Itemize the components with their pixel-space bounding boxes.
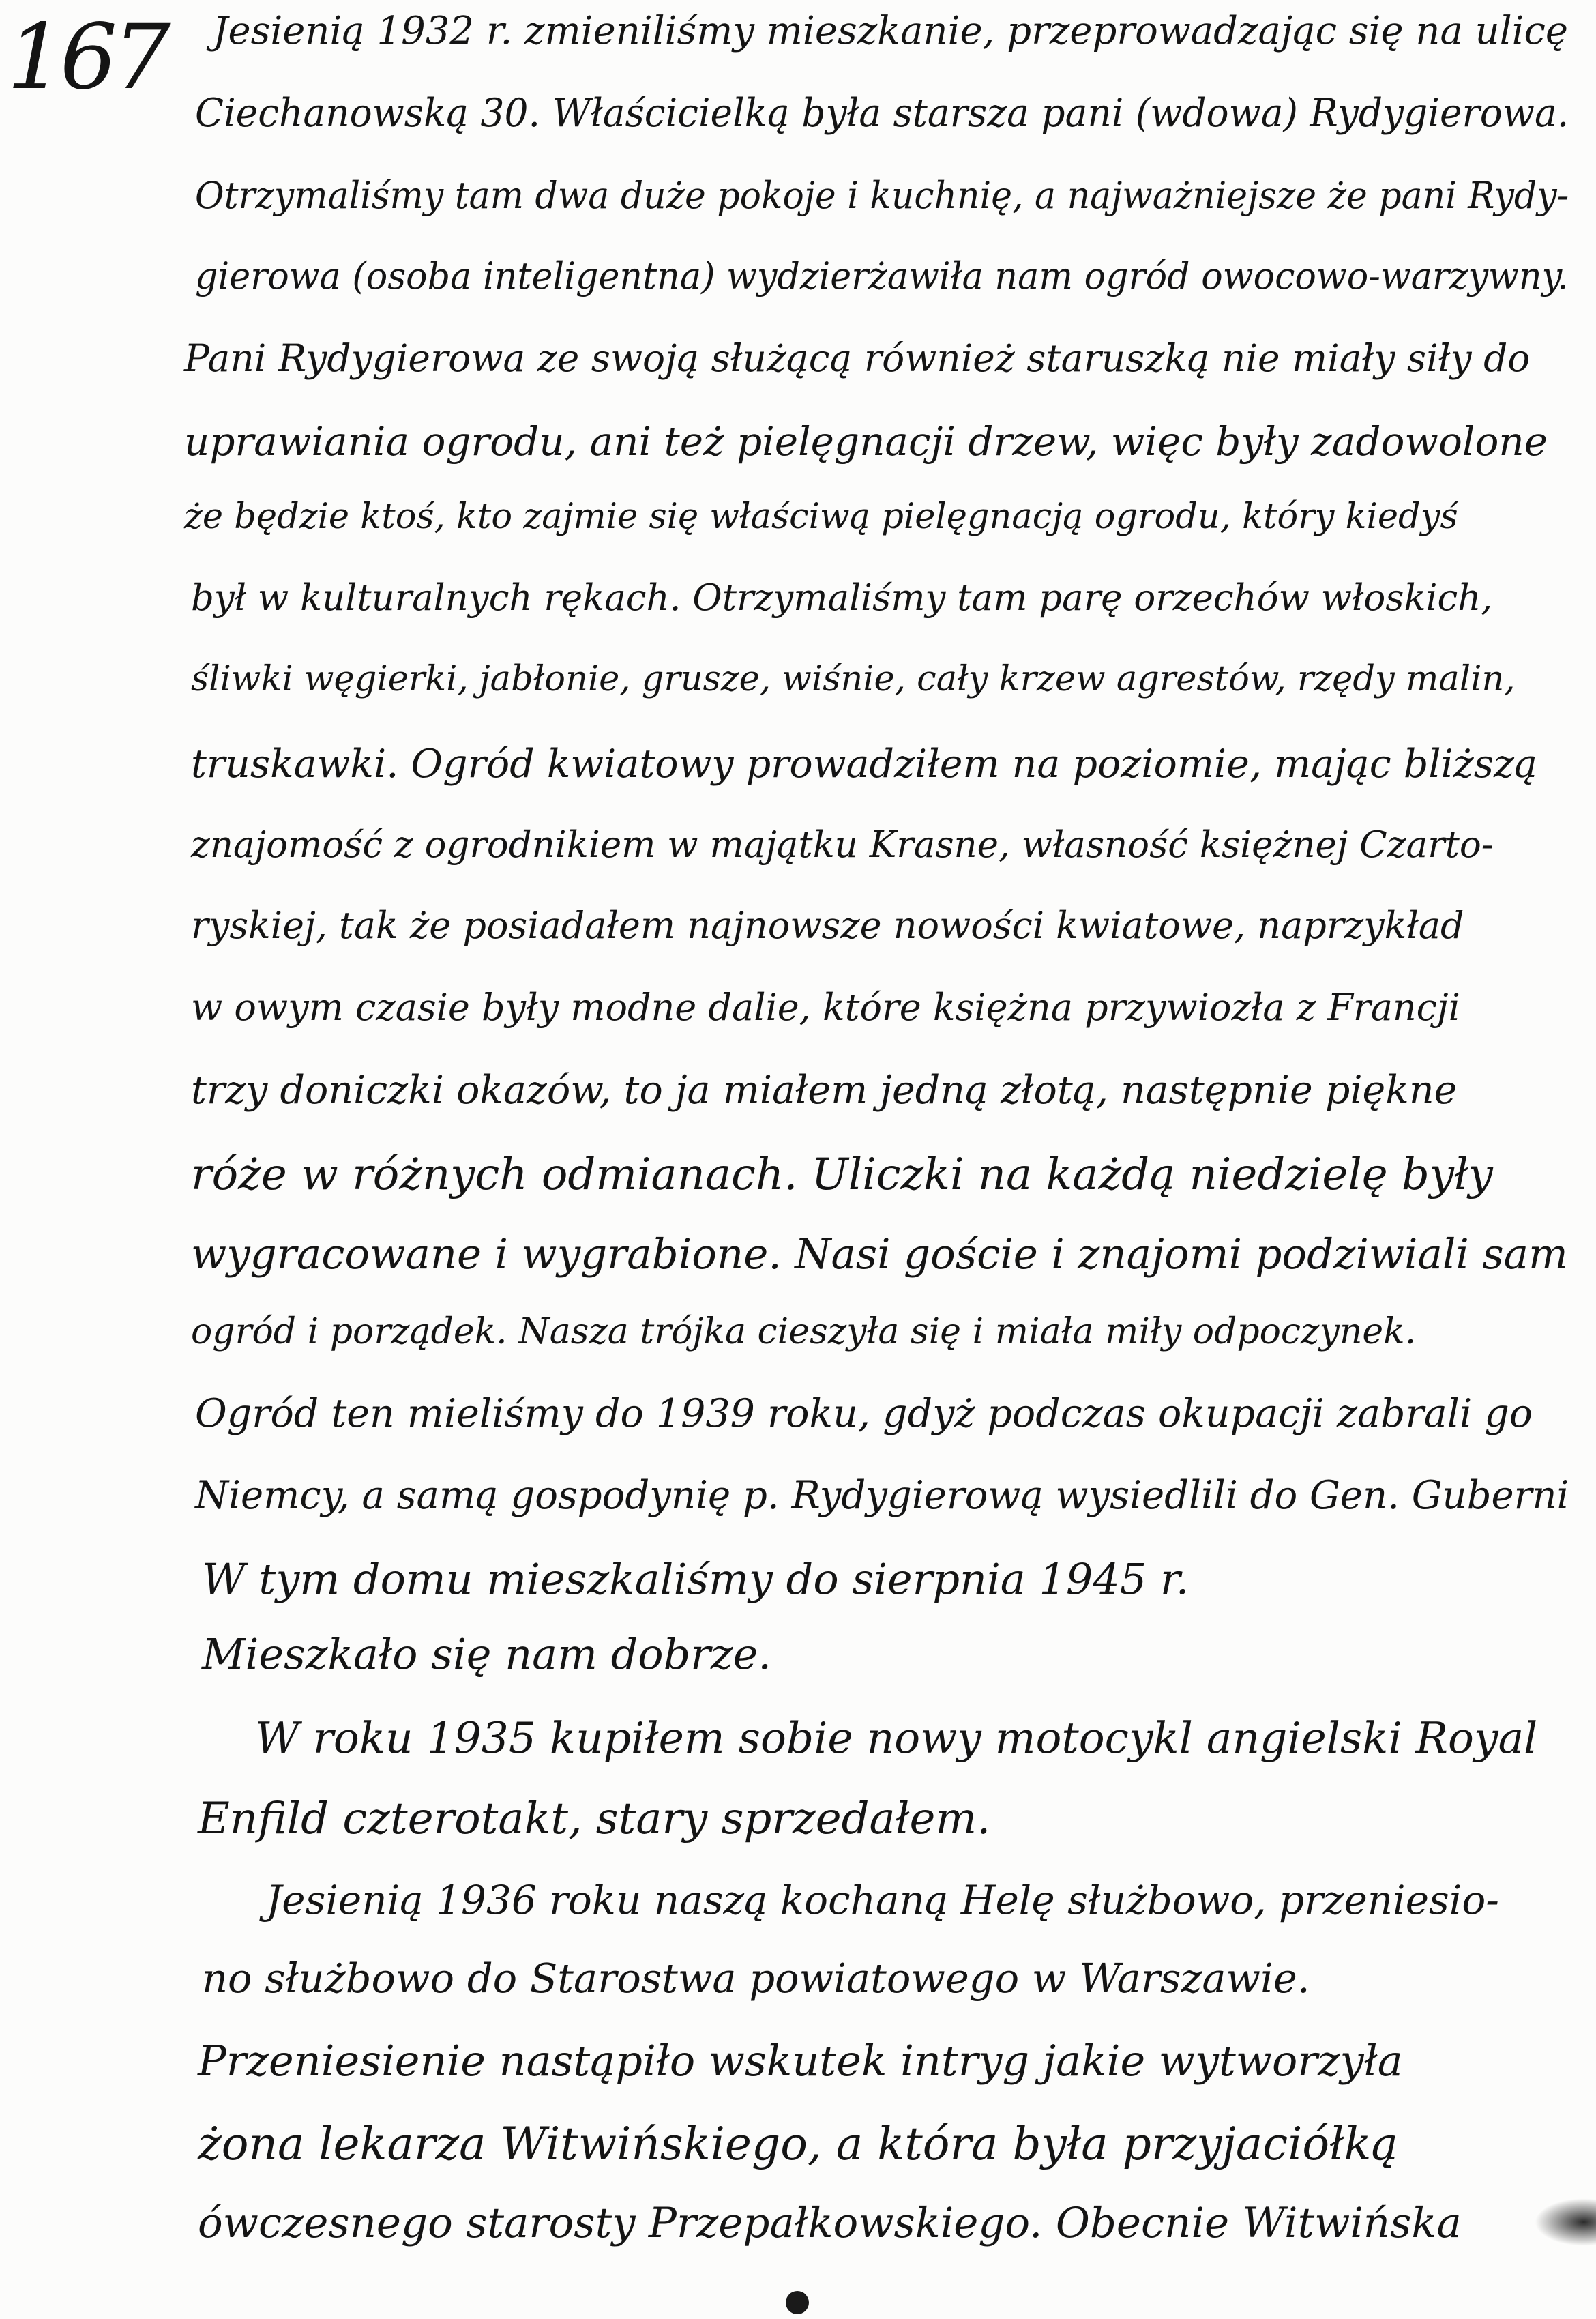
text-line: Ciechanowską 30. Właścicielką była starsza pani (wdowa) Rydygierowa.	[195, 91, 1569, 136]
text-line: ogród i porządek. Nasza trójka cieszyła się i miała miły odpoczynek.	[191, 1311, 1417, 1352]
text-line: w owym czasie były modne dalie, które księżna przywiozła z Francji	[191, 986, 1460, 1029]
text-line: żona lekarza Witwińskiego, a która była przyjaciółką	[198, 2118, 1398, 2170]
text-line: ryskiej, tak że posiadałem najnowsze nowości kwiatowe, naprzykład	[191, 904, 1464, 947]
text-line: Przeniesienie nastąpiło wskutek intryg jakie wytworzyła	[198, 2036, 1403, 2086]
text-line: trzy doniczki okazów, to ja miałem jedną złotą, następnie piękne	[191, 1068, 1458, 1113]
text-line: Mieszkało się nam dobrze.	[202, 1629, 772, 1679]
text-line: W roku 1935 kupiłem sobie nowy motocykl angielski Royal	[255, 1713, 1538, 1763]
text-line: gierowa (osoba inteligentna) wydzierżawiła nam ogród owocowo-warzywny.	[195, 254, 1569, 297]
text-line: wygracowane i wygrabione. Nasi goście i znajomi podziwiali sam	[191, 1230, 1568, 1279]
text-line: Niemcy, a samą gospodynię p. Rydygierową wysiedlili do Gen. Guberni	[195, 1473, 1569, 1518]
text-line: róże w różnych odmianach. Uliczki na każdą niedzielę były	[191, 1150, 1493, 1200]
text-line: był w kulturalnych rękach. Otrzymaliśmy tam parę orzechów włoskich,	[191, 577, 1493, 619]
text-line: uprawiania ogrodu, ani też pielęgnacji drzew, więc były zadowolone	[184, 418, 1548, 465]
text-line: ówczesnego starosty Przepałkowskiego. Obecnie Witwińska	[198, 2199, 1462, 2247]
text-line: Jesienią 1936 roku naszą kochaną Helę służbowo, przeniesio-	[266, 1877, 1499, 1923]
text-line: W tym domu mieszkaliśmy do sierpnia 1945 r.	[202, 1554, 1189, 1604]
text-line: Enfild czterotakt, stary sprzedałem.	[198, 1794, 991, 1844]
text-line: znajomość z ogrodnikiem w majątku Krasne, własność księżnej Czarto-	[191, 824, 1494, 866]
text-line: Ogród ten mieliśmy do 1939 roku, gdyż podczas okupacji zabrali go	[195, 1391, 1533, 1436]
text-line: Jesienią 1932 r. zmieniliśmy mieszkanie, przeprowadzając się na ulicę	[213, 9, 1569, 53]
text-line: że będzie ktoś, kto zajmie się właściwą pielęgnacją ogrodu, który kiedyś	[184, 497, 1458, 537]
ink-blot	[786, 2291, 809, 2314]
text-line: śliwki węgierki, jabłonie, grusze, wiśnie, cały krzew agrestów, rzędy malin,	[191, 659, 1516, 699]
page-number: 167	[7, 5, 166, 110]
text-line: no służbowo do Starostwa powiatowego w Warszawie.	[202, 1955, 1310, 2002]
text-line: Pani Rydygierowa ze swoją służącą również staruszką nie miały siły do	[184, 336, 1531, 380]
text-line: truskawki. Ogród kwiatowy prowadziłem na poziomie, mając bliższą	[191, 742, 1538, 787]
text-line: Otrzymaliśmy tam dwa duże pokoje i kuchnię, a najważniejsze że pani Rydy-	[195, 174, 1569, 217]
ink-smudge	[1535, 2198, 1596, 2246]
